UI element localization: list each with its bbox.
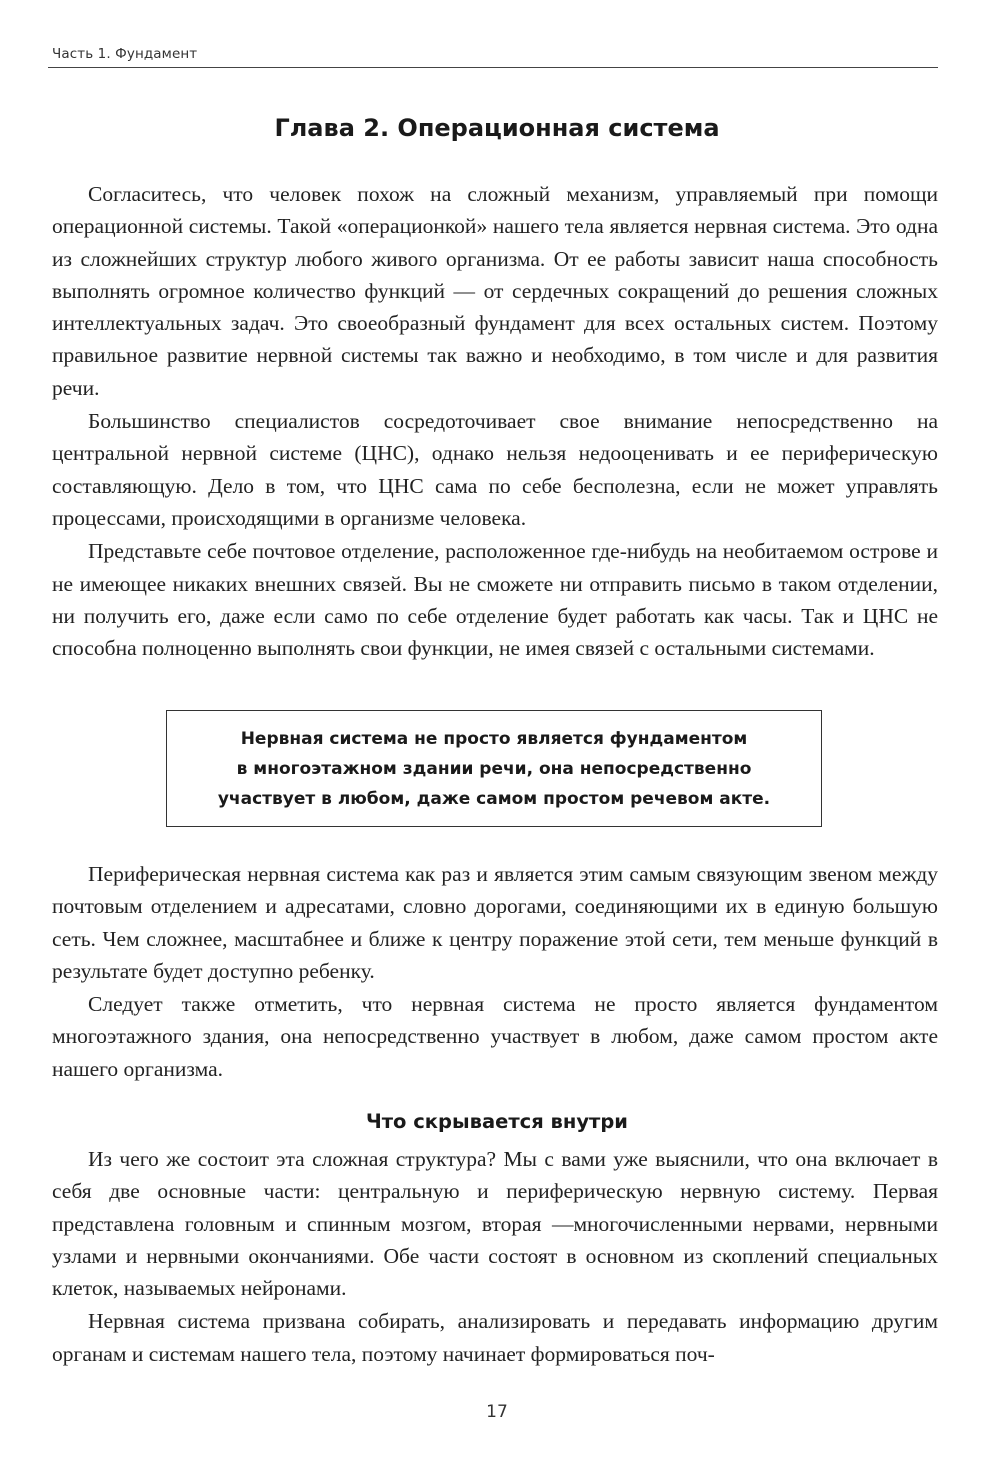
- callout-line: Нервная система не просто является фундаментом: [240, 728, 748, 749]
- callout-line: в многоэтажном здании речи, она непосредственно: [236, 758, 752, 779]
- intro-text: [52, 178, 938, 665]
- middle-text: [52, 858, 938, 1086]
- paragraph: Большинство специалистов сосредоточивает свое внимание непосредственно на центральной нервной системе (ЦНС), однако нельзя недооценивать и ее периферическую составляющую. Дело в том, что ЦНС сама по себе бесполезна, если не может управлять процессами, происходящими в организме человека.: [52, 409, 938, 530]
- paragraph: Нервная система призвана собирать, анализировать и передавать информацию другим органам и системам нашего тела, поэтому начинает формироваться поч-: [52, 1309, 938, 1366]
- callout-line: участвует в любом, даже самом простом речевом акте.: [217, 788, 771, 809]
- chapter-title: Глава 2. Операционная система: [274, 114, 720, 142]
- paragraph: Следует также отметить, что нервная система не просто является фундаментом многоэтажного здания, она непосредственно участвует в любом, даже самом простом акте нашего организма.: [52, 992, 938, 1081]
- section-heading: Что скрывается внутри: [366, 1110, 628, 1133]
- page-number: 17: [486, 1402, 508, 1422]
- paragraph: Из чего же состоит эта сложная структура? Мы с вами уже выяснили, что она включает в себя две основные части: центральную и периферическую нервную систему. Первая представлена головным и спинным мозгом, вторая —многочисленными нервами, нервными узлами и нервными окончаниями. Обе части состоят в основном из скоплений специальных клеток, называемых нейронами.: [52, 1147, 938, 1301]
- section-text: [52, 1143, 938, 1371]
- callout-box: [166, 710, 822, 827]
- paragraph: Представьте себе почтовое отделение, расположенное где-нибудь на необитаемом острове и не имеющее никаких внешних связей. Вы не сможете ни отправить письмо в таком отделении, ни получить его, даже если само по себе отделение будет работать как часы. Так и ЦНС не способна полноценно выполнять свои функции, не имея связей с остальными системами.: [52, 539, 938, 661]
- header-rule: [48, 67, 938, 68]
- callout-text: [189, 724, 799, 814]
- running-header: Часть 1. Фундамент: [52, 46, 198, 62]
- paragraph: Периферическая нервная система как раз и является этим самым связующим звеном между почтовым отделением и адресатами, словно дорогами, соединяющими их в единую большую сеть. Чем сложнее, масштабнее и ближе к центру поражение этой сети, тем меньше функций в результате будет доступно ребенку.: [52, 862, 938, 983]
- paragraph: Согласитесь, что человек похож на сложный механизм, управляемый при помощи операционной системы. Такой «операционкой» нашего тела является нервная система. Это одна из сложнейших структур любого живого организма. От ее работы зависит наша способность выполнять огромное количество функций — от сердечных сокращений до решения сложных интеллектуальных задач. Это своеобразный фундамент для всех остальных систем. Поэтому правильное развитие нервной системы так важно и необходимо, в том числе и для развития речи.: [52, 182, 938, 400]
